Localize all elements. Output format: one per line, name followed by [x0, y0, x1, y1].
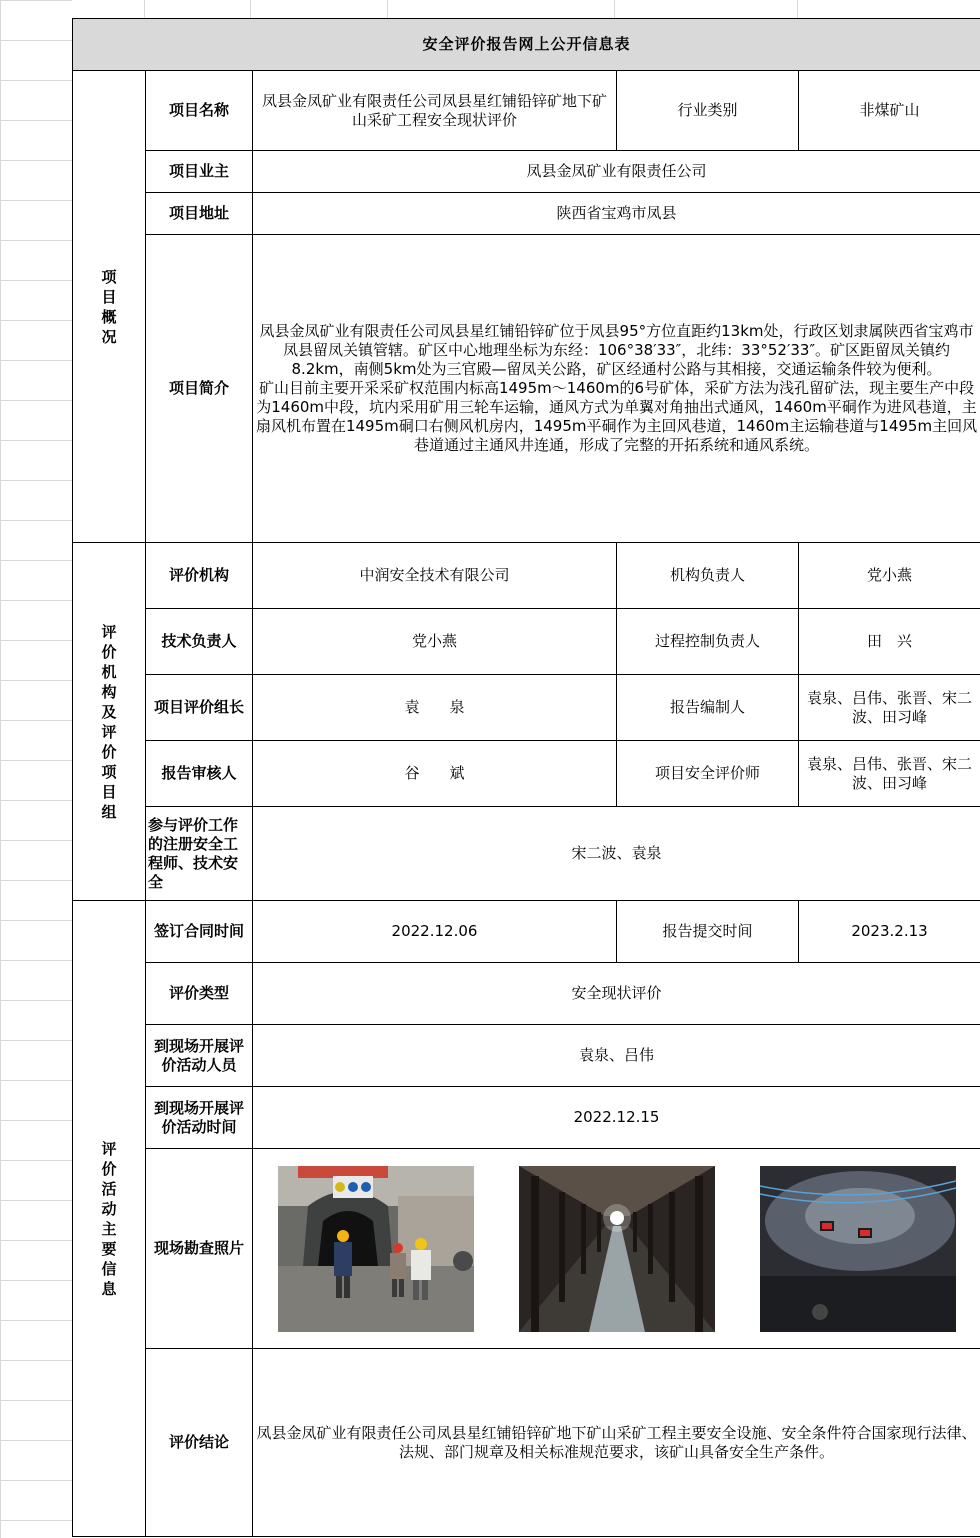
- reviewer-label: 报告审核人: [146, 741, 253, 807]
- assessor-value: 袁泉、吕伟、张晋、宋二波、田习峰: [799, 741, 980, 807]
- staff-value: 袁泉、吕伟: [253, 1025, 980, 1087]
- top-gridlines: [72, 0, 980, 19]
- owner-label: 项目业主: [146, 151, 253, 193]
- head-value: 党小燕: [799, 543, 980, 609]
- contract-value: 2022.12.06: [253, 901, 617, 963]
- date-label: 到现场开展评价活动时间: [146, 1087, 253, 1149]
- site-photo-entrance: [278, 1166, 474, 1332]
- assessor-label: 项目安全评价师: [617, 741, 799, 807]
- process-value: 田 兴: [799, 609, 980, 675]
- agency-label: 评价机构: [146, 543, 253, 609]
- intro-paragraph-1: 凤县金凤矿业有限责任公司凤县星红铺铅锌矿位于凤县95°方位直距约13km处，行政区划隶属陕西省宝鸡市凤县留凤关镇管辖。矿区中心地理坐标为东经：106°38′33″，北纬：33°52′33″。矿区距留凤关镇约8.2km，南侧5km处为三官殿—留凤关公路，矿区经通村公路与其相接，交通运输条件较为便利。: [259, 322, 974, 378]
- project-name-label: 项目名称: [146, 71, 253, 151]
- intro-value: [253, 235, 980, 543]
- page-title: 安全评价报告网上公开信息表: [73, 19, 980, 71]
- head-label: 机构负责人: [617, 543, 799, 609]
- contract-label: 签订合同时间: [146, 901, 253, 963]
- submit-label: 报告提交时间: [617, 901, 799, 963]
- spreadsheet-gridlines: [0, 0, 72, 1538]
- agency-value: 中润安全技术有限公司: [253, 543, 617, 609]
- section-activity: 评价活动主要信息: [73, 901, 146, 1537]
- industry-value: 非煤矿山: [799, 71, 980, 151]
- engineers-value: 宋二波、袁泉: [253, 807, 980, 901]
- reviewer-value: 谷 斌: [253, 741, 617, 807]
- intro-label: 项目简介: [146, 235, 253, 543]
- address-label: 项目地址: [146, 193, 253, 235]
- conclusion-value: 凤县金凤矿业有限责任公司凤县星红铺铅锌矿地下矿山采矿工程主要安全设施、安全条件符合国家现行法律、法规、部门规章及相关标准规范要求，该矿山具备安全生产条件。: [253, 1349, 980, 1537]
- site-photo-stope: [760, 1166, 956, 1332]
- tech-label: 技术负责人: [146, 609, 253, 675]
- info-table: [72, 18, 980, 1537]
- section-org: 评价机构及评价项目组: [73, 543, 146, 901]
- staff-label: 到现场开展评价活动人员: [146, 1025, 253, 1087]
- site-photo-tunnel: [519, 1166, 715, 1332]
- conclusion-label: 评价结论: [146, 1349, 253, 1537]
- intro-paragraph-2: 矿山目前主要开采采矿权范围内标高1495m～1460m的6号矿体，采矿方法为浅孔留矿法，现主要生产中段为1460m中段，坑内采用矿用三轮车运输，通风方式为单翼对角抽出式通风，1460m平硐作为进风巷道，主扇风机布置在1495m硐口右侧风机房内，1495m平硐作为主回风巷道，1460m主运输巷道与1495m主回风巷道通过主通风井连通，形成了完整的开拓系统和通风系统。: [255, 379, 978, 454]
- photos-label: 现场勘查照片: [146, 1149, 253, 1349]
- engineers-label: 参与评价工作的注册安全工程师、技术安全: [146, 807, 253, 901]
- writer-value: 袁泉、吕伟、张晋、宋二波、田习峰: [799, 675, 980, 741]
- leader-label: 项目评价组长: [146, 675, 253, 741]
- writer-label: 报告编制人: [617, 675, 799, 741]
- submit-value: 2023.2.13: [799, 901, 980, 963]
- process-label: 过程控制负责人: [617, 609, 799, 675]
- address-value: 陕西省宝鸡市凤县: [253, 193, 980, 235]
- leader-value: 袁 泉: [253, 675, 617, 741]
- section-overview: 项目概况: [73, 71, 146, 543]
- type-label: 评价类型: [146, 963, 253, 1025]
- owner-value: 凤县金凤矿业有限责任公司: [253, 151, 980, 193]
- tech-value: 党小燕: [253, 609, 617, 675]
- project-name-value: 凤县金凤矿业有限责任公司凤县星红铺铅锌矿地下矿山采矿工程安全现状评价: [253, 71, 617, 151]
- date-value: 2022.12.15: [253, 1087, 980, 1149]
- photos-cell: [253, 1149, 980, 1349]
- industry-label: 行业类别: [617, 71, 799, 151]
- type-value: 安全现状评价: [253, 963, 980, 1025]
